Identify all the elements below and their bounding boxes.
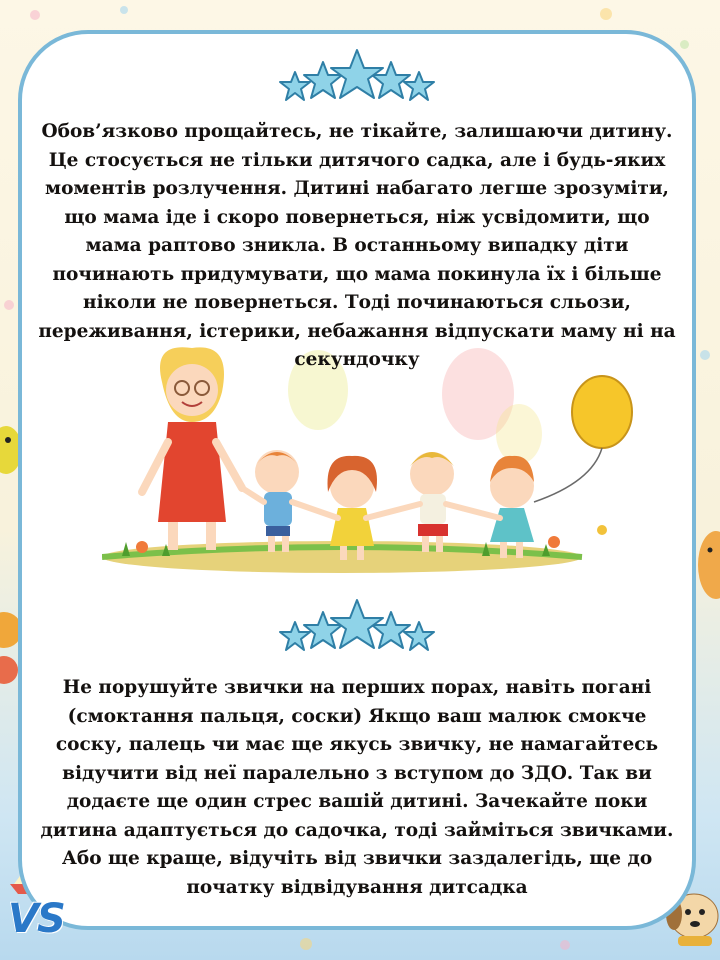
flower-icon	[597, 525, 607, 535]
child-figure	[490, 456, 534, 558]
flower-icon	[136, 541, 148, 553]
stars-divider-bottom	[277, 598, 437, 662]
teacher-figure	[142, 347, 242, 550]
flower-icon	[548, 536, 560, 548]
teacher-children-illustration	[102, 342, 642, 582]
balloon-icon	[534, 376, 632, 502]
stars-divider-top	[277, 48, 437, 112]
cat-illustration	[696, 520, 720, 610]
star-icon	[331, 50, 383, 98]
advice-paragraph-2: Не порушуйте звички на перших порах, навіть погані (смоктання пальця, соски) Якщо ваш малюк смокче соску, палець чи має ще якусь звичку, не намагайтесь відучити від неї паралельно з вступом до ЗДО. Так ви додаєте ще один стрес вашій дитині. Зачекайте поки дитина адаптується до садочка, тоді займіться звичками. Або ще краще, відучіть від звички заздалегідь, ще до початку відвідування дитсадка	[40, 677, 674, 898]
content-card	[18, 30, 696, 930]
advice-paragraph-1: Обов’язково прощайтесь, не тікайте, залишаючи дитину. Це стосується не тільки дитячого садка, але і будь-яких моментів розлучення. Дитині набагато легше зрозуміти, що мама іде і скоро повернеться, ніж усвідомити, що мама раптово зникла. В останньому випадку діти починають придумувати, що мама покинула їх і більше ніколи не повернеться. Тоді починаються сльози, переживання, істерики, небажання відпускати маму ні на секундочку	[38, 121, 676, 370]
child-figure	[328, 456, 378, 560]
vs-logo: VS	[8, 896, 64, 942]
star-icon	[331, 600, 383, 648]
